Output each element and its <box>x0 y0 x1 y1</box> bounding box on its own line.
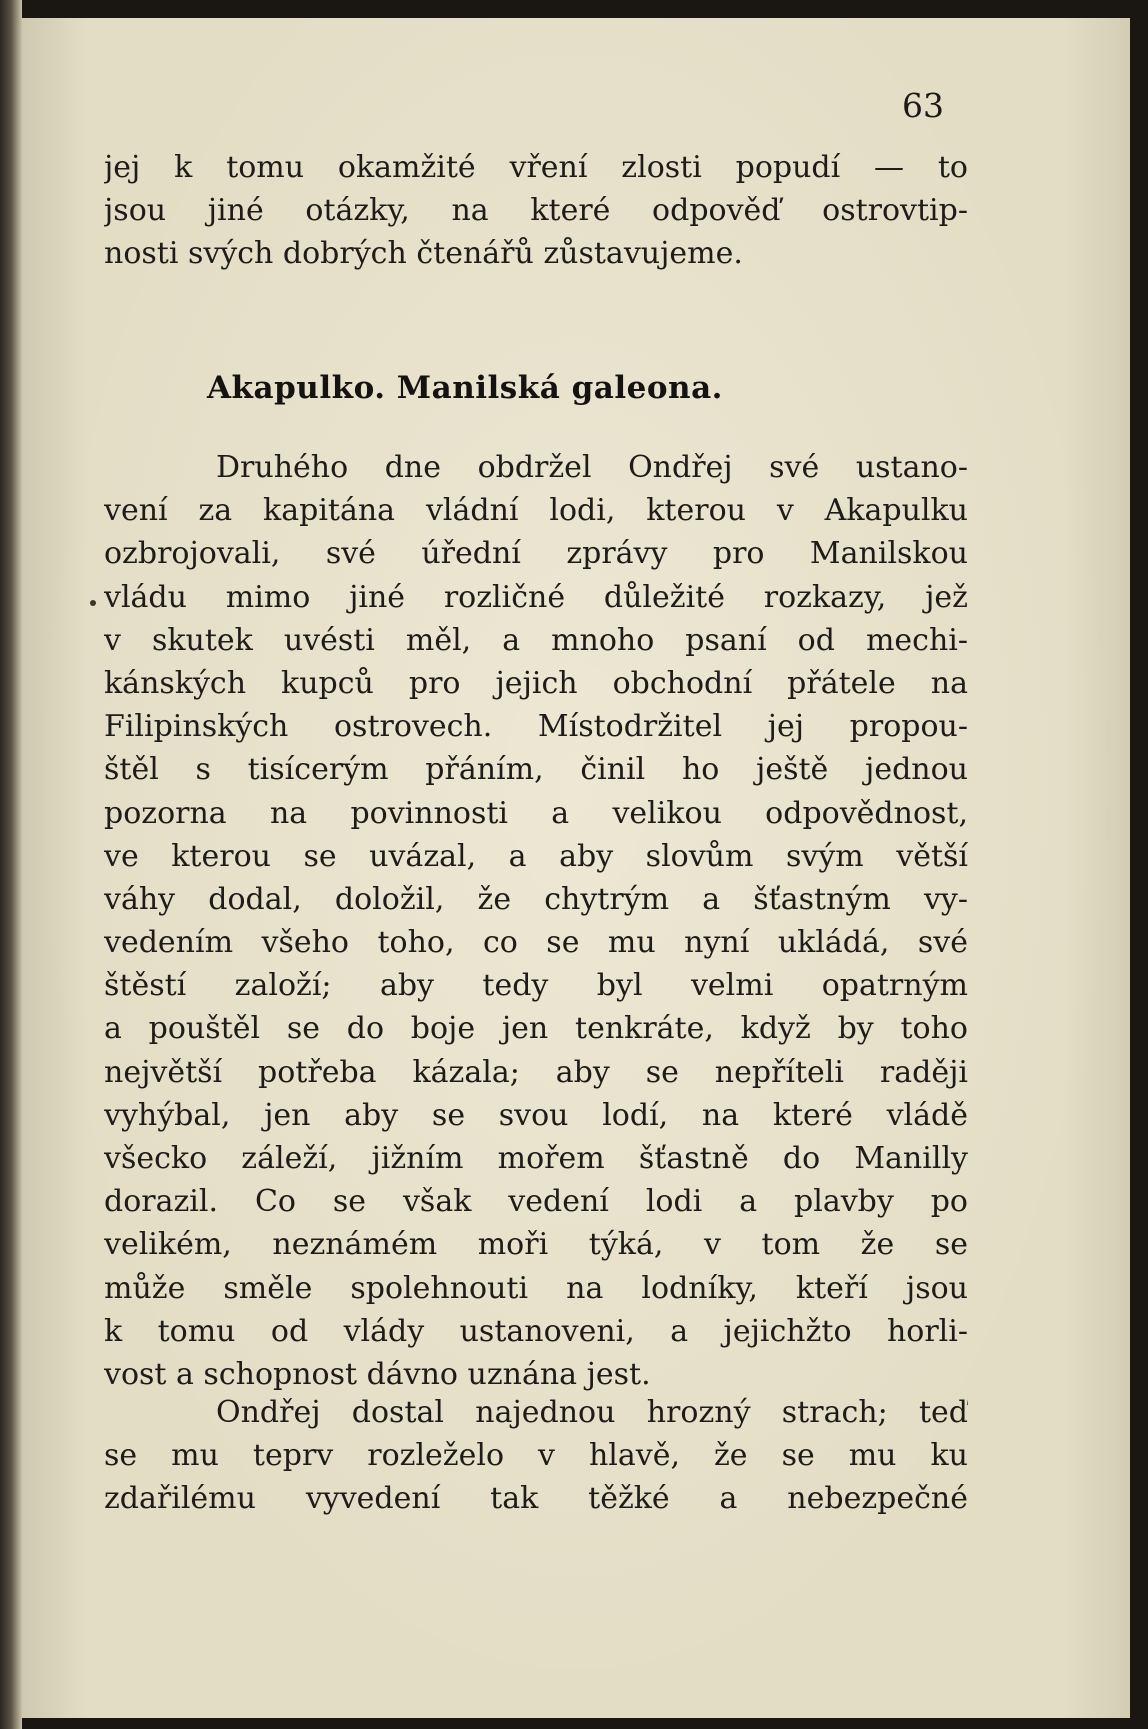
text-line: Druhého dne obdržel Ondřej své ustano- <box>216 450 968 485</box>
text-line: ve kterou se uvázal, a aby slovům svým větší <box>104 838 968 874</box>
text-line: vyhýbal, jen aby se svou lodí, na které vládě <box>104 1097 968 1133</box>
text-line: štěstí založí; aby tedy byl velmi opatrným <box>104 968 968 1004</box>
paragraph <box>104 446 968 1396</box>
page-number: 63 <box>902 86 944 125</box>
text-line: vost a schopnost dávno uznána jest. <box>104 1356 651 1392</box>
text-line: Filipinských ostrovech. Místodržitel jej propou- <box>104 709 968 745</box>
text-line: pozorna na povinnosti a velikou odpovědnost, <box>104 795 968 831</box>
text-line: se mu teprv rozleželo v hlavě, že se mu ku <box>104 1438 968 1474</box>
text-line: největší potřeba kázala; aby se nepříteli raději <box>104 1054 968 1090</box>
text-line: štěl s tisícerým přáním, činil ho ještě jednou <box>104 752 968 788</box>
text-line: dorazil. Co se však vedení lodi a plavby po <box>104 1184 968 1220</box>
text-line: může směle spolehnouti na lodníky, kteří jsou <box>104 1270 968 1306</box>
text-line: zdařilému vyvedení tak těžké a nebezpečné <box>104 1481 968 1517</box>
text-line: všecko záleží, jižním mořem šťastně do Manilly <box>104 1141 968 1176</box>
text-line: jej k tomu okamžité vření zlosti popudí — to <box>104 150 968 185</box>
text-line: vedením všeho toho, co se mu nyní ukládá, své <box>104 925 968 961</box>
text-line: v skutek uvésti měl, a mnoho psaní od mechi- <box>104 622 968 658</box>
text-line: nosti svých dobrých čtenářů zůstavujeme. <box>104 236 743 272</box>
book-spine-edge <box>0 0 22 1729</box>
text-line: kánských kupců pro jejich obchodní přátele na <box>104 665 968 701</box>
text-line: k tomu od vlády ustanoveni, a jejichžto horli- <box>104 1313 968 1349</box>
text-line: vládu mimo jiné rozličné důležité rozkazy, jež <box>104 579 968 615</box>
text-line: a pouštěl se do boje jen tenkráte, když by toho <box>104 1011 968 1047</box>
text-line: vení za kapitána vládní lodi, kterou v Akapulku <box>104 493 968 529</box>
section-heading: Akapulko. Manilská galeona. <box>207 370 723 406</box>
paragraph <box>104 1391 968 1521</box>
text-line: velikém, neznámém moři týká, v tom že se <box>104 1227 968 1263</box>
book-page <box>22 18 1130 1718</box>
text-line: ozbrojovali, své úřední zprávy pro Manilskou <box>104 536 968 572</box>
text-line: jsou jiné otázky, na které odpověď ostrovtip- <box>104 193 968 229</box>
text-line: váhy dodal, doložil, že chytrým a šťastným vy- <box>104 881 968 917</box>
ink-smudge <box>90 600 96 606</box>
continued-paragraph <box>104 146 968 276</box>
text-line: Ondřej dostal najednou hrozný strach; teď <box>216 1395 968 1430</box>
